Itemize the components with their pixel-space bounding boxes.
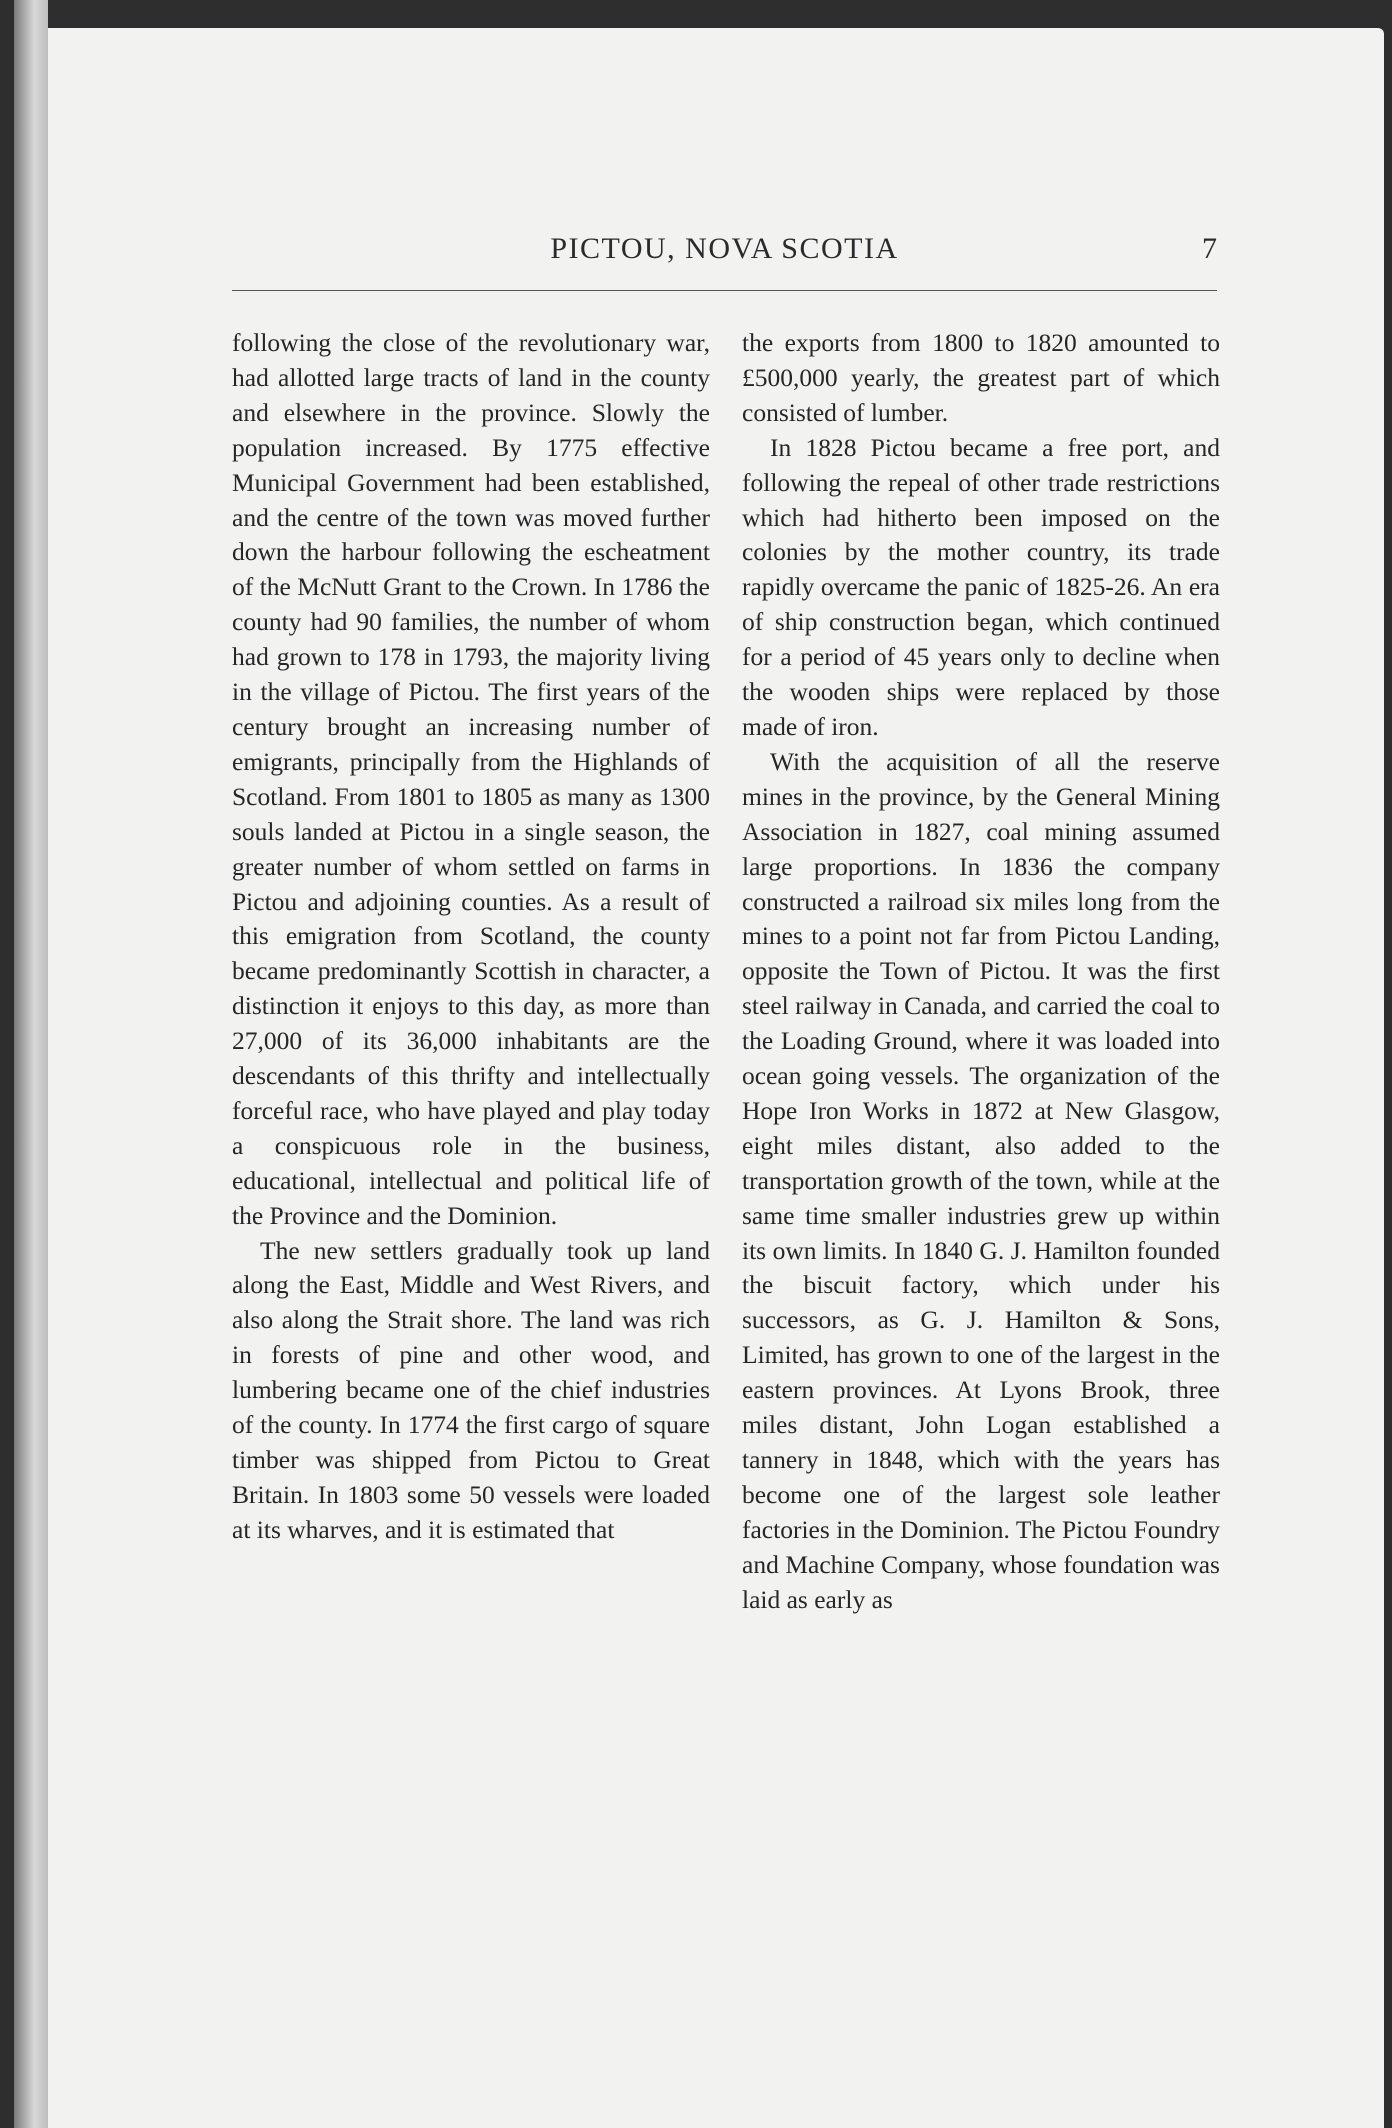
paragraph: In 1828 Pictou became a free port, and following the repeal of other trade restrictions which had hitherto been imposed on the colonies by the mother country, its trade rapidly overcame the panic of 1825-26. An era of ship construction began, which continued for a period of 45 years only to decline when the wooden ships were replaced by those made of iron. [742,432,1220,741]
page-number: 7 [1202,232,1217,265]
paragraph: following the close of the revolutionary war, had allotted large tracts of land in the county and elsewhere in the province. Slowly the population increased. By 1775 effective Municipal Government had been established, and the centre of the town was moved further down the harbour following the escheatment of the McNutt Grant to the Crown. In 1786 the county had 90 families, the number of whom had grown to 178 in 1793, the majority living in the village of Pictou. The first years of the century brought an increasing number of emigrants, principally from the Highlands of Scotland. From 1801 to 1805 as many as 1300 souls landed at Pictou in a single season, the greater number of whom settled on farms in Pictou and adjoining counties. As a result of this emigration from Scotland, the county became predominantly Scottish in character, a distinction it enjoys to this day, as more than 27,000 of its 36,000 inhabitants are the descendants of this thrifty and intellectually forceful race, who have played and play today a conspicuous role in the business, educational, intellectual and political life of the Province and the Dominion. [232,328,710,1230]
paragraph: The new settlers gradually took up land along the East, Middle and West Rivers, and also along the Strait shore. The land was rich in forests of pine and other wood, and lumbering became one of the chief industries of the county. In 1774 the first cargo of square timber was shipped from Pictou to Great Britain. In 1803 some 50 vessels were loaded at its wharves, and it is estimated that [232,1235,710,1544]
right-column [742,326,1220,1618]
page-binding-edge [14,0,48,2128]
running-title: PICTOU, NOVA SCOTIA [550,232,899,265]
running-header [232,232,1217,282]
left-column [232,326,710,1548]
header-rule [232,290,1217,291]
paragraph: the exports from 1800 to 1820 amounted to £500,000 yearly, the greatest part of which consisted of lumber. [742,328,1220,427]
paragraph: With the acquisition of all the reserve mines in the province, by the General Mining Association in 1827, coal mining assumed large proportions. In 1836 the company constructed a railroad six miles long from the mines to a point not far from Pictou Landing, opposite the Town of Pictou. It was the first steel railway in Canada, and carried the coal to the Loading Ground, where it was loaded into ocean going vessels. The organization of the Hope Iron Works in 1872 at New Glasgow, eight miles distant, also added to the transportation growth of the town, while at the same time smaller industries grew up within its own limits. In 1840 G. J. Hamilton founded the biscuit factory, which under his successors, as G. J. Hamilton & Sons, Limited, has grown to one of the largest in the eastern provinces. At Lyons Brook, three miles distant, John Logan established a tannery in 1848, which with the years has become one of the largest sole leather factories in the Dominion. The Pictou Foundry and Machine Company, whose foundation was laid as early as [742,746,1220,1614]
